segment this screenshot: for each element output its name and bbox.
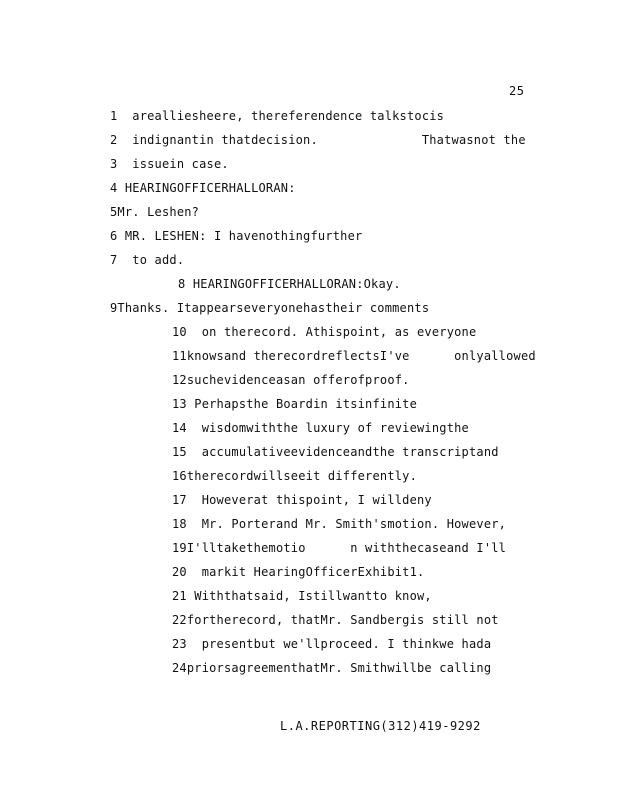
- transcript-line-23: 23 presentbut we'llproceed. I thinkwe hada: [172, 637, 492, 651]
- transcript-line-1: 1 arealliesheere, thereferendence talkstocis: [110, 109, 445, 123]
- transcript-line-21: 21 Withthatsaid, Istillwantto know,: [172, 589, 432, 603]
- transcript-line-3: 3 issuein case.: [110, 157, 229, 171]
- transcript-line-22: 22fortherecord, thatMr. Sandbergis still not: [172, 613, 499, 627]
- transcript-line-13: 13 Perhapsthe Boardin itsinfinite: [172, 397, 418, 411]
- transcript-line-10: 10 on therecord. Athispoint, as everyone: [172, 325, 477, 339]
- transcript-line-9: 9Thanks. Itappearseveryonehastheir comments: [110, 301, 430, 315]
- transcript-line-6: 6 MR. LESHEN: I havenothingfurther: [110, 229, 363, 243]
- transcript-line-2: 2 indignantin thatdecision. Thatwasnot the: [110, 133, 526, 147]
- transcript-line-12: 12suchevidenceasan offerofproof.: [172, 373, 410, 387]
- transcript-line-16: 16therecordwillseeit differently.: [172, 469, 418, 483]
- footer-reporter: L.A.REPORTING(312)419-9292: [280, 719, 481, 733]
- transcript-line-24: 24priorsagreementhatMr. Smithwillbe calling: [172, 661, 492, 675]
- transcript-line-15: 15 accumulativeevidenceandthe transcriptand: [172, 445, 499, 459]
- transcript-line-7: 7 to add.: [110, 253, 185, 267]
- transcript-line-8: 8 HEARINGOFFICERHALLORAN:Okay.: [178, 277, 401, 291]
- transcript-line-4: 4 HEARINGOFFICERHALLORAN:: [110, 181, 296, 195]
- transcript-line-14: 14 wisdomwiththe luxury of reviewingthe: [172, 421, 469, 435]
- transcript-line-5: 5Mr. Leshen?: [110, 205, 200, 219]
- transcript-line-18: 18 Mr. Porterand Mr. Smith'smotion. However,: [172, 517, 507, 531]
- transcript-line-19: 19I'lltakethemotio n withthecaseand I'll: [172, 541, 507, 555]
- transcript-line-20: 20 markit HearingOfficerExhibit1.: [172, 565, 425, 579]
- page-number: 25: [509, 84, 525, 98]
- transcript-line-17: 17 Howeverat thispoint, I willdeny: [172, 493, 432, 507]
- transcript-line-11: 11knowsand therecordreflectsI've onlyallowed: [172, 349, 536, 363]
